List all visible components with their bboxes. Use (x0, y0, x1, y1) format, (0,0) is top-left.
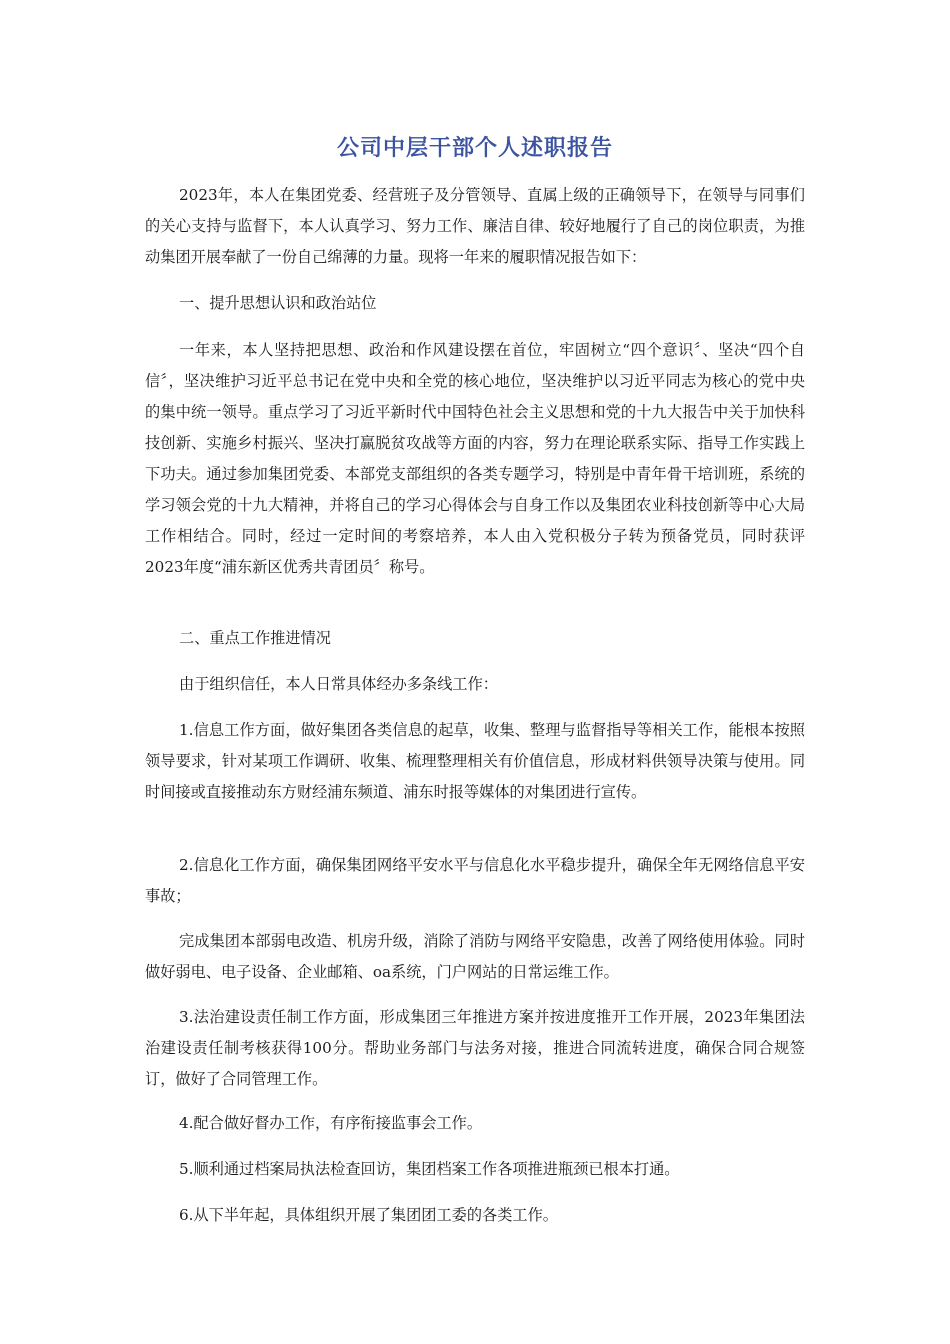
paragraph-political: 一年来，本人坚持把思想、政治和作风建设摆在首位，牢固树立“四个意识〞、坚决“四个自信〞，坚决维护习近平总书记在党中央和全党的核心地位，坚决维护以习近平同志为核心的党中央的集中统一领导。重点学习了习近平新时代中国特色社会主义思想和党的十九大报告中关于加快科技创新、实施乡村振兴、坚决打赢脱贫攻战等方面的内容，努力在理论联系实际、指导工作实践上下功夫。通过参加集团党委、本部党支部组织的各类专题学习，特别是中青年骨干培训班，系统的学习领会党的十九大精神，并将自己的学习心得体会与自身工作以及集团农业科技创新等中心大局工作相结合。同时，经过一定时间的考察培养，本人由入党积极分子转为预备党员，同时获评2023年度“浦东新区优秀共青团员〞称号。 (145, 341, 805, 576)
paragraph-item-5: 5.顺利通过档案局执法检查回访，集团档案工作各项推进瓶颈已根本打通。 (179, 1160, 680, 1178)
paragraph-work-intro: 由于组织信任，本人日常具体经办多条线工作： (179, 675, 498, 693)
paragraph-intro: 2023年，本人在集团党委、经营班子及分管领导、直属上级的正确领导下，在领导与同事们的关心支持与监督下，本人认真学习、努力工作、廉洁自律、较好地履行了自己的岗位职责，为推动集团开展奉献了一份自己绵薄的力量。现将一年来的履职情况报告如下： (145, 186, 805, 266)
paragraph-item-6: 6.从下半年起，具体组织开展了集团团工委的各类工作。 (179, 1206, 558, 1224)
document-title: 公司中层干部个人述职报告 (336, 136, 613, 161)
section-heading-1: 一、提升思想认识和政治站位 (179, 294, 377, 312)
section-heading-2: 二、重点工作推进情况 (179, 629, 331, 647)
paragraph-item-1: 1.信息工作方面，做好集团各类信息的起草，收集、整理与监督指导等相关工作，能根本按照领导要求，针对某项工作调研、收集、梳理整理相关有价值信息，形成材料供领导决策与使用。同时间接或直接推动东方财经浦东频道、浦东时报等媒体的对集团进行宣传。 (145, 721, 805, 801)
paragraph-item-2-detail: 完成集团本部弱电改造、机房升级，消除了消防与网络平安隐患，改善了网络使用体验。同时做好弱电、电子设备、企业邮箱、oa系统，门户网站的日常运维工作。 (145, 932, 805, 981)
paragraph-item-3: 3.法治建设责任制工作方面，形成集团三年推进方案并按进度推开工作开展，2023年集团法治建设责任制考核获得100分。帮助业务部门与法务对接，推进合同流转进度，确保合同合规签订，做好了合同管理工作。 (145, 1008, 805, 1088)
paragraph-item-4: 4.配合做好督办工作，有序衔接监事会工作。 (179, 1114, 483, 1132)
paragraph-item-2: 2.信息化工作方面，确保集团网络平安水平与信息化水平稳步提升，确保全年无网络信息平安事故； (145, 856, 805, 905)
